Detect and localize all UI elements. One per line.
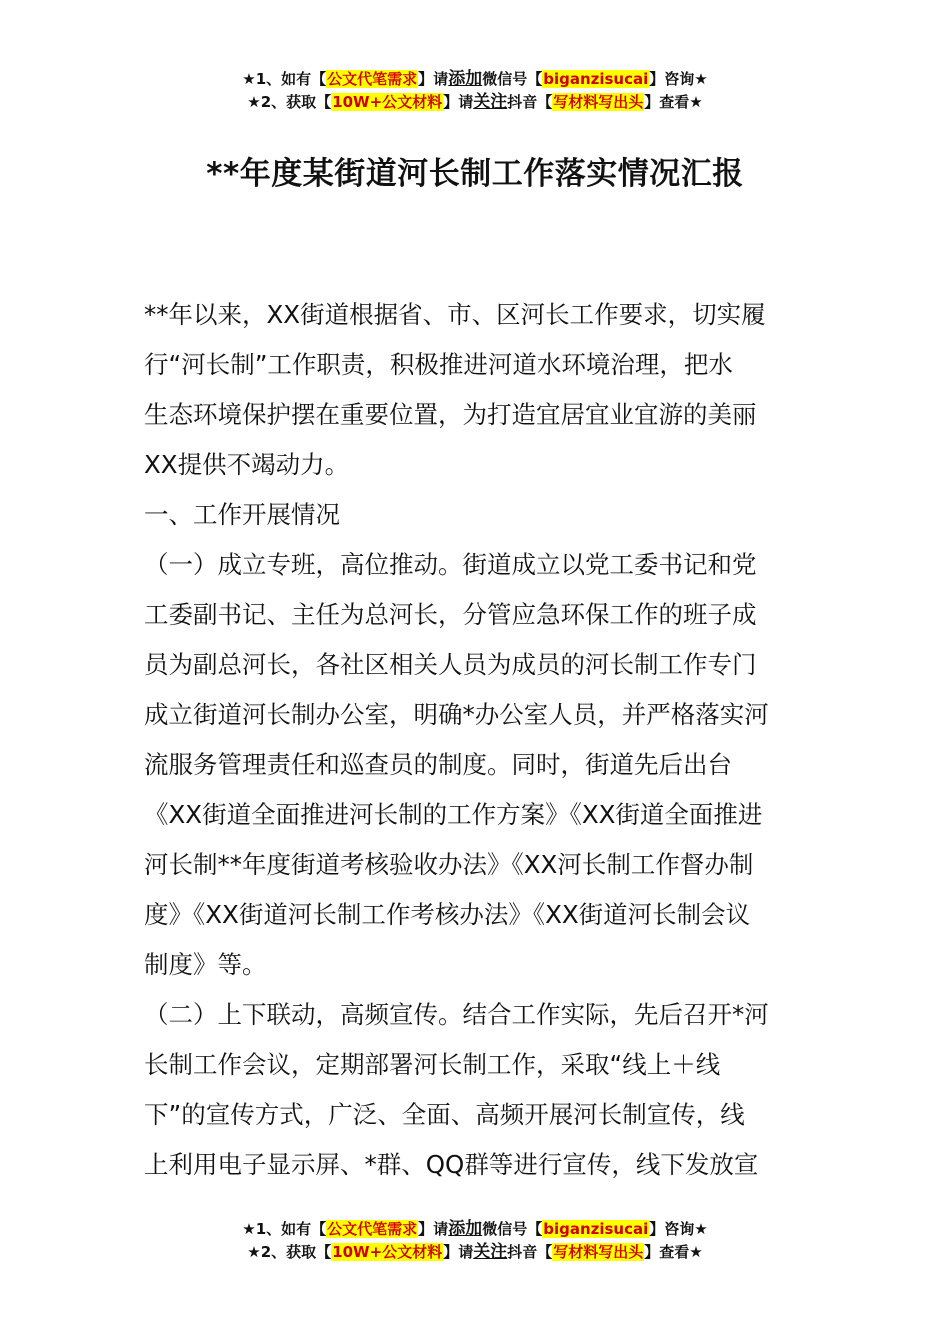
footer-banner <box>0 1218 950 1264</box>
banner-highlight: 写材料写出头 <box>553 1243 644 1261</box>
text-line: 度》《XX街道河长制工作考核办法》《XX街道河长制会议 <box>144 900 751 929</box>
text-line: 河长制**年度街道考核验收办法》《XX河长制工作督办制 <box>144 850 754 879</box>
banner-highlight: 公文代笔需求 <box>327 1220 418 1238</box>
text-line: 员为副总河长，各社区相关人员为成员的河长制工作专门 <box>144 650 757 679</box>
text-line: （二）上下联动，高频宣传。结合工作实际，先后召开*河 <box>144 1000 769 1029</box>
text-line: 《XX街道全面推进河长制的工作方案》《XX街道全面推进 <box>144 800 763 829</box>
banner-text: ★2、获取【 <box>247 1243 332 1261</box>
banner-underlined: 关注 <box>473 92 508 112</box>
text-line: 流服务管理责任和巡查员的制度。同时，街道先后出台 <box>144 750 732 779</box>
banner-highlight: biganzisucai <box>543 1220 649 1238</box>
banner-highlight: 10W+公文材料 <box>332 1243 443 1261</box>
banner-text: 抖音【 <box>507 93 553 111</box>
text-line: 成立街道河长制办公室，明确*办公室人员，并严格落实河 <box>144 700 769 729</box>
text-line: 下”的宣传方式，广泛、全面、高频开展河长制宣传，线 <box>144 1100 745 1129</box>
banner-line-1 <box>0 68 950 91</box>
banner-text: 】咨询★ <box>649 1220 708 1238</box>
banner-underlined: 添加 <box>448 69 483 89</box>
text-line: 行“河长制”工作职责，积极推进河道水环境治理，把水 <box>144 350 733 379</box>
banner-text: 微信号【 <box>482 1220 543 1238</box>
banner-text: 】请 <box>443 93 474 111</box>
banner-text: 】请 <box>418 1220 449 1238</box>
banner-highlight: 10W+公文材料 <box>332 93 443 111</box>
banner-line-2 <box>0 1241 950 1264</box>
banner-text: ★1、如有【 <box>242 70 327 88</box>
banner-line-2 <box>0 91 950 114</box>
banner-text: ★2、获取【 <box>247 93 332 111</box>
banner-text: 】请 <box>418 70 449 88</box>
banner-highlight: 写材料写出头 <box>553 93 644 111</box>
banner-text: 】咨询★ <box>649 70 708 88</box>
banner-underlined: 添加 <box>448 1219 483 1239</box>
banner-text: 微信号【 <box>482 70 543 88</box>
banner-text: 】查看★ <box>644 93 703 111</box>
text-line: （一）成立专班，高位推动。街道成立以党工委书记和党 <box>144 550 757 579</box>
header-banner <box>0 68 950 114</box>
text-line: XX提供不竭动力。 <box>144 450 350 479</box>
banner-text: 抖音【 <box>507 1243 553 1261</box>
banner-line-1 <box>0 1218 950 1241</box>
text-line: 生态环境保护摆在重要位置，为打造宜居宜业宜游的美丽 <box>144 400 757 429</box>
document-title: **年度某街道河长制工作落实情况汇报 <box>206 156 744 192</box>
banner-text: 】请 <box>443 1243 474 1261</box>
text-line: 制度》等。 <box>144 950 267 979</box>
text-line: 工委副书记、主任为总河长，分管应急环保工作的班子成 <box>144 600 757 629</box>
text-line: 上利用电子显示屏、*群、QQ群等进行宣传，线下发放宣 <box>144 1150 759 1179</box>
banner-highlight: 公文代笔需求 <box>327 70 418 88</box>
banner-underlined: 关注 <box>473 1242 508 1262</box>
section-heading: 一、工作开展情况 <box>144 500 340 529</box>
text-line: **年以来，XX街道根据省、市、区河长工作要求，切实履 <box>144 300 766 329</box>
banner-text: 】查看★ <box>644 1243 703 1261</box>
document-body <box>144 290 808 1190</box>
banner-highlight: biganzisucai <box>543 70 649 88</box>
banner-text: ★1、如有【 <box>242 1220 327 1238</box>
text-line: 长制工作会议，定期部署河长制工作，采取“线上＋线 <box>144 1050 721 1079</box>
